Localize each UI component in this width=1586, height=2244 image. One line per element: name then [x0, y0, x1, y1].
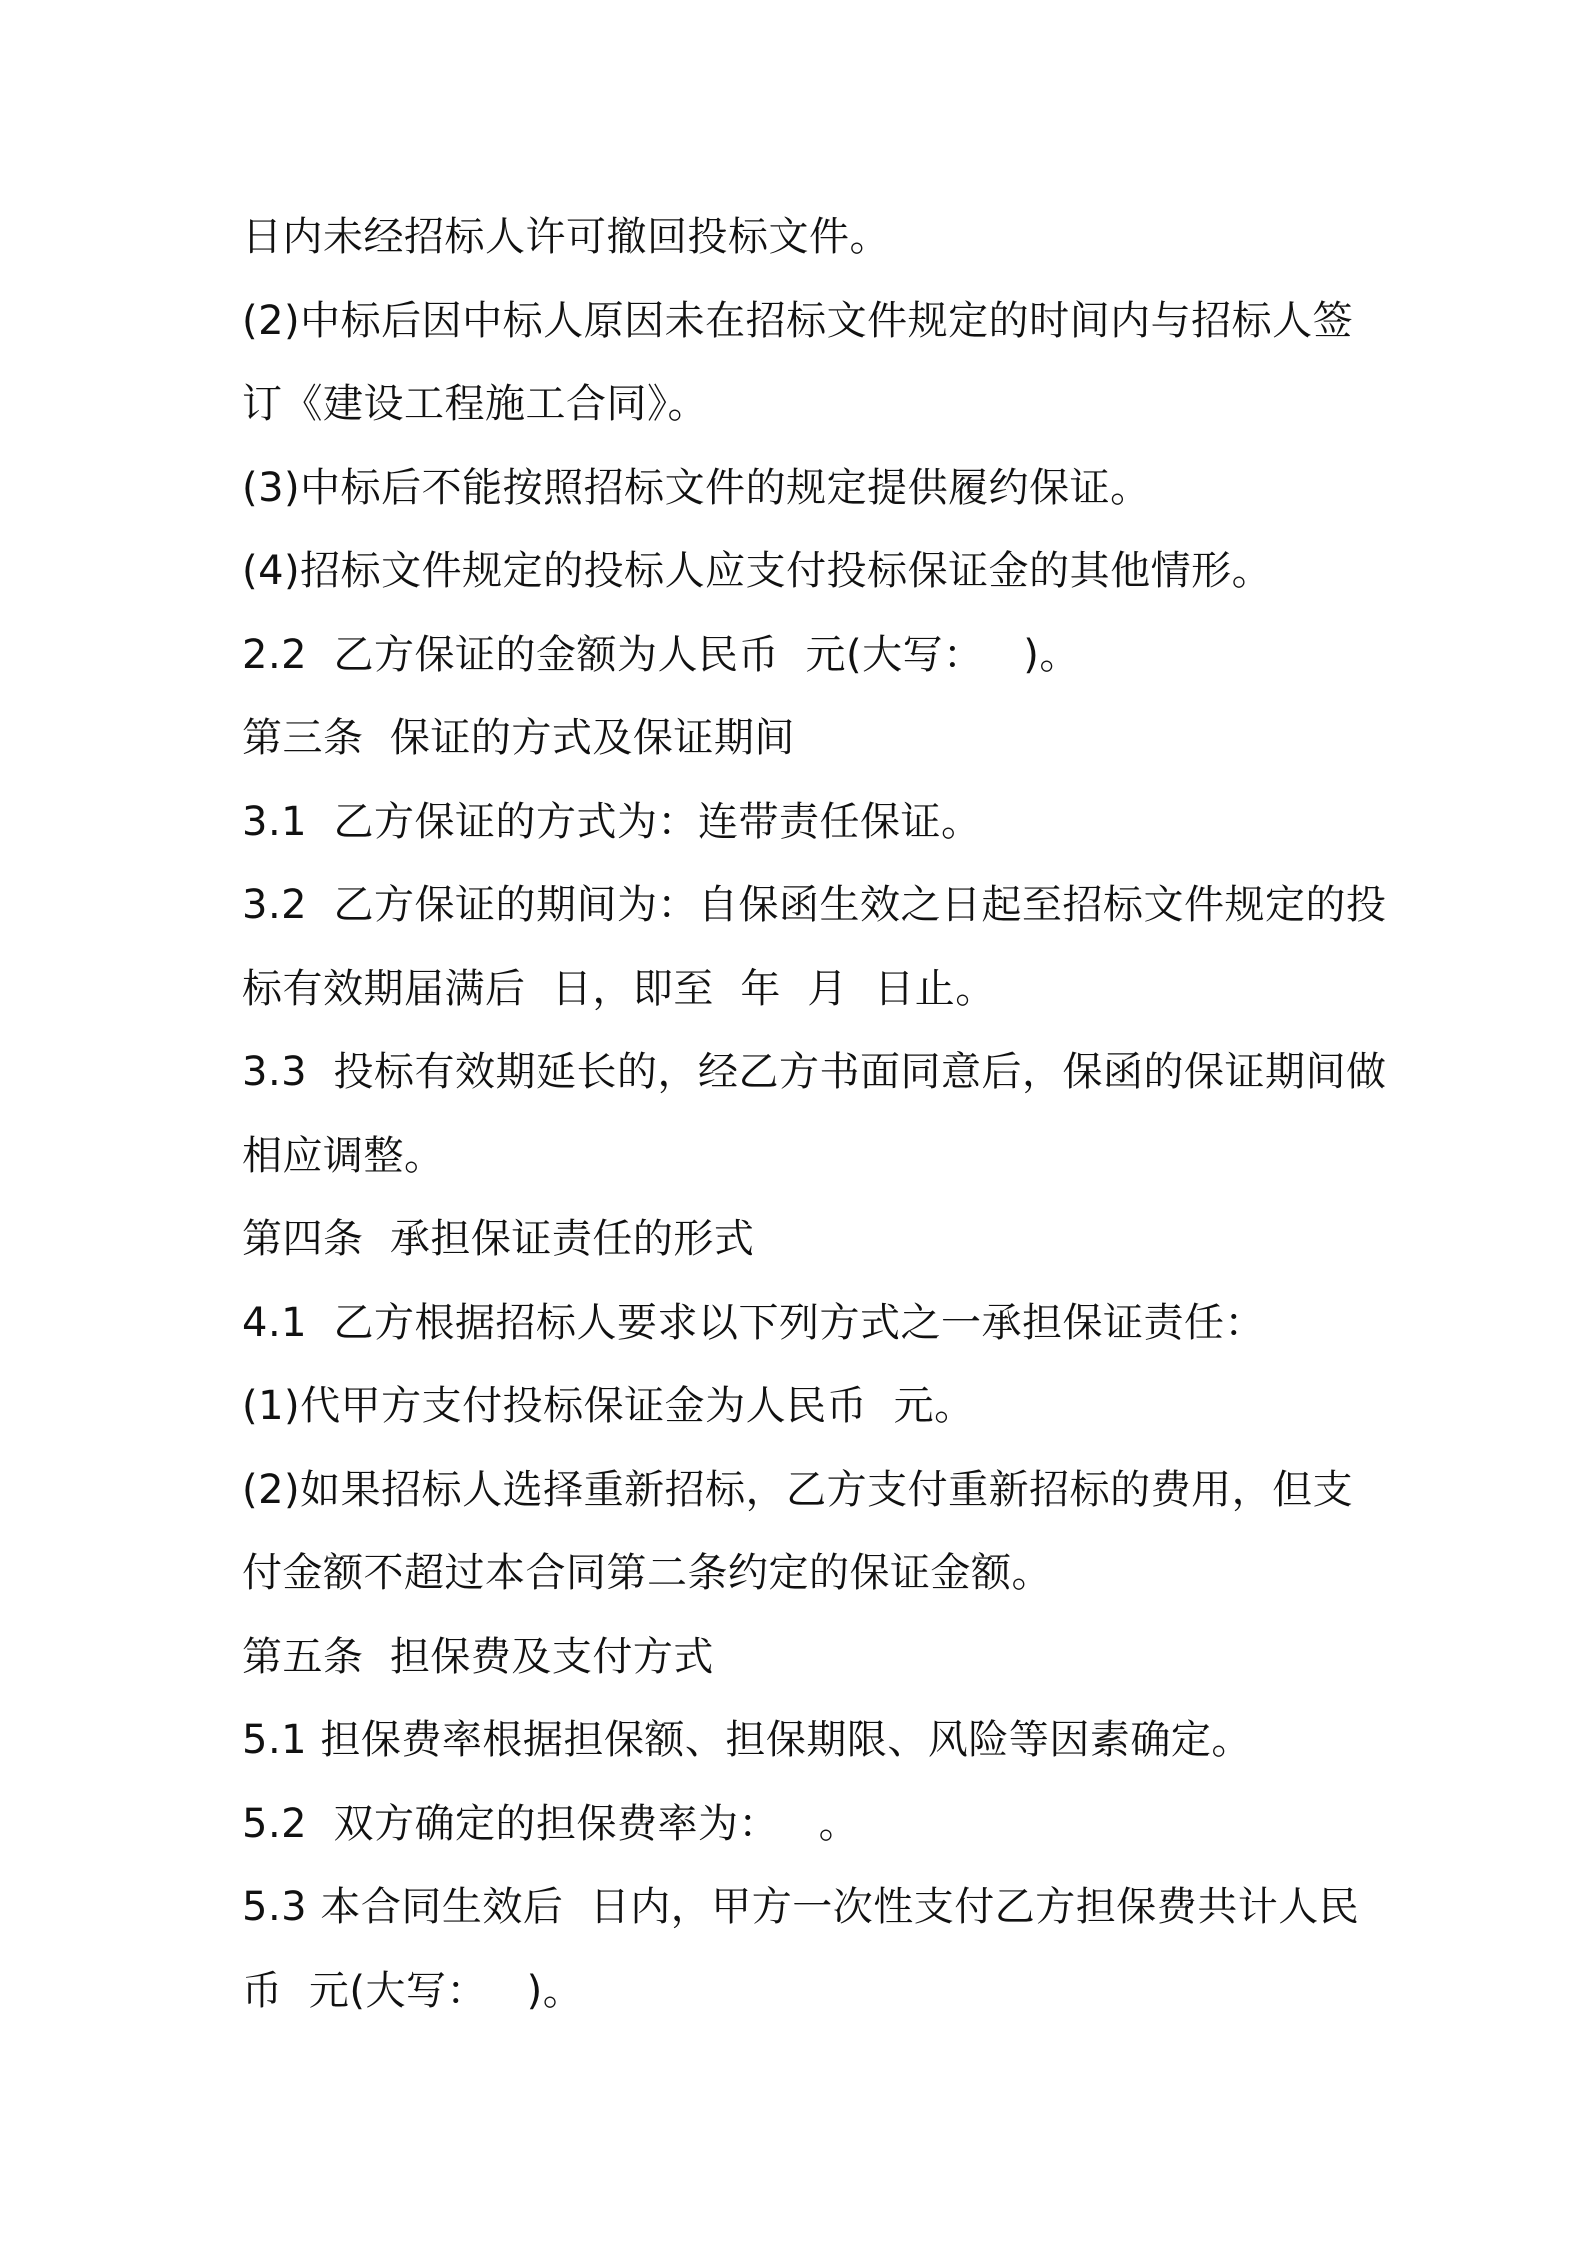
paragraph-line: 5.2 双方确定的担保费率为： 。	[242, 1800, 860, 1847]
paragraph-line: (2)中标后因中标人原因未在招标文件规定的时间内与招标人签	[242, 297, 1354, 344]
paragraph-line: 币 元(大写： )。	[242, 1967, 584, 2014]
paragraph-line: 5.3 本合同生效后 日内，甲方一次性支付乙方担保费共计人民	[242, 1884, 1360, 1930]
paragraph-line: (2)如果招标人选择重新招标，乙方支付重新招标的费用，但支	[242, 1466, 1354, 1513]
section-heading: 第三条 保证的方式及保证期间	[242, 715, 795, 761]
paragraph-line: (1)代甲方支付投标保证金为人民币 元。	[242, 1383, 975, 1429]
paragraph-line: 3.2 乙方保证的期间为：自保函生效之日起至招标文件规定的投	[242, 882, 1387, 928]
paragraph-line: (4)招标文件规定的投标人应支付投标保证金的其他情形。	[242, 548, 1273, 594]
paragraph-line: 日内未经招标人许可撤回投标文件。	[242, 214, 890, 260]
paragraph-line: 3.3 投标有效期延长的，经乙方书面同意后，保函的保证期间做	[242, 1049, 1387, 1095]
paragraph-line: (3)中标后不能按照招标文件的规定提供履约保证。	[242, 464, 1151, 511]
paragraph-line: 标有效期届满后 日，即至 年 月 日止。	[242, 965, 996, 1012]
section-heading: 第五条 担保费及支付方式	[242, 1633, 714, 1680]
section-heading: 第四条 承担保证责任的形式	[242, 1216, 755, 1262]
document-body	[242, 196, 1387, 2033]
paragraph-line: 订《建设工程施工合同》。	[242, 381, 708, 427]
paragraph-line: 付金额不超过本合同第二条约定的保证金额。	[242, 1550, 1052, 1596]
paragraph-line: 相应调整。	[242, 1132, 445, 1179]
paragraph-line: 2.2 乙方保证的金额为人民币 元(大写： )。	[242, 631, 1080, 678]
paragraph-line: 4.1 乙方根据招标人要求以下列方式之一承担保证责任：	[242, 1299, 1266, 1346]
paragraph-line: 5.1 担保费率根据担保额、担保期限、风险等因素确定。	[242, 1717, 1252, 1763]
paragraph-line: 3.1 乙方保证的方式为：连带责任保证。	[242, 798, 982, 845]
